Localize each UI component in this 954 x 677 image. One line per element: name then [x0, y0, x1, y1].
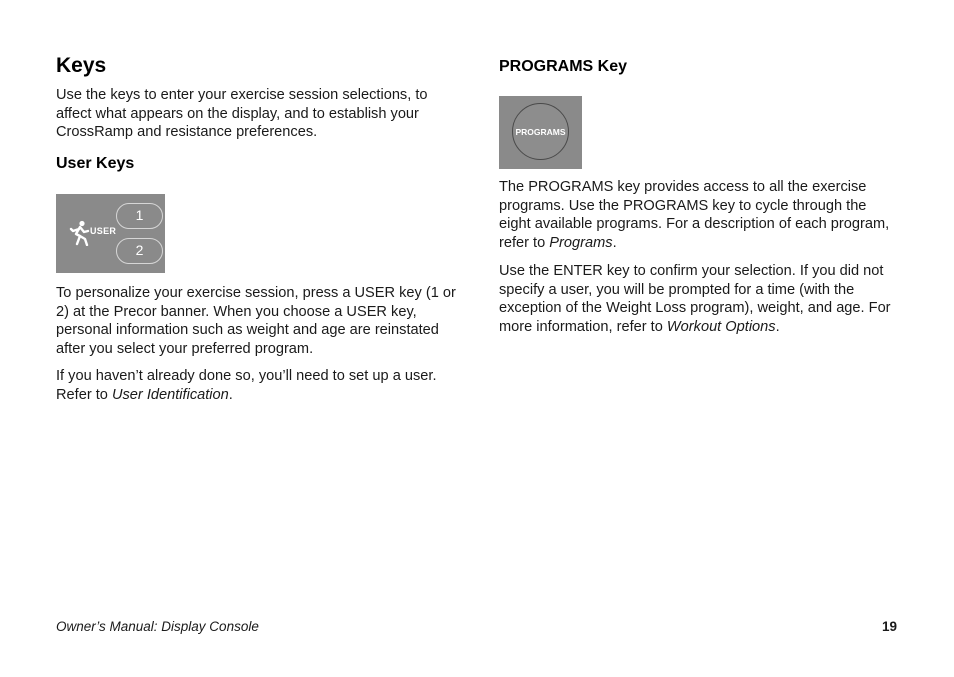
page-number: 19 [882, 619, 898, 634]
programs-button[interactable] [512, 103, 569, 160]
enter-text: Use the ENTER key to confirm your selection. If you did not specify a user, you will be prompted for a time (with the exception of the Weight Loss program), weight, and age. For more information, refer to [499, 263, 891, 335]
user-setup-end: . [228, 386, 233, 403]
programs-key-heading: PROGRAMS Key [499, 58, 628, 75]
page-heading-keys: Keys [56, 54, 107, 77]
keys-intro-paragraph: Use the keys to enter your exercise session selections, to affect what appears on the display, and to establish your CrossRamp and resistance preferences. [56, 87, 428, 141]
workout-options-reference: Workout Options [666, 318, 776, 335]
user-identification-reference: User Identification [111, 386, 229, 403]
user-keys-image [56, 194, 165, 273]
footer-manual-title: Owner’s Manual: Display Console [56, 619, 259, 634]
user-keys-heading: User Keys [56, 155, 135, 172]
programs-button-label: PROGRAMS [515, 127, 566, 137]
runner-icon [68, 220, 90, 246]
user-1-button[interactable]: 1 [116, 203, 163, 229]
user-2-button[interactable]: 2 [116, 238, 163, 264]
programs-key-paragraph [499, 178, 899, 252]
enter-end: . [775, 318, 780, 335]
programs-reference: Programs [549, 234, 613, 251]
user-setup-paragraph [56, 367, 456, 404]
user-keys-paragraph: To personalize your exercise session, press a USER key (1 or 2) at the Precor banner. When you choose a USER key, personal information such as weight and age are reinstated after you select your preferred program. [56, 285, 456, 357]
programs-end: . [612, 234, 617, 251]
programs-key-image [499, 96, 582, 169]
enter-key-paragraph [499, 262, 899, 336]
user-key-label: USER [90, 226, 117, 236]
programs-text: The PROGRAMS key provides access to all the exercise programs. Use the PROGRAMS key to cycle through the eight available programs. For a description of each program, refer to [499, 179, 890, 251]
user-setup-text: If you haven’t already done so, you’ll need to set up a user. Refer to [56, 368, 437, 403]
